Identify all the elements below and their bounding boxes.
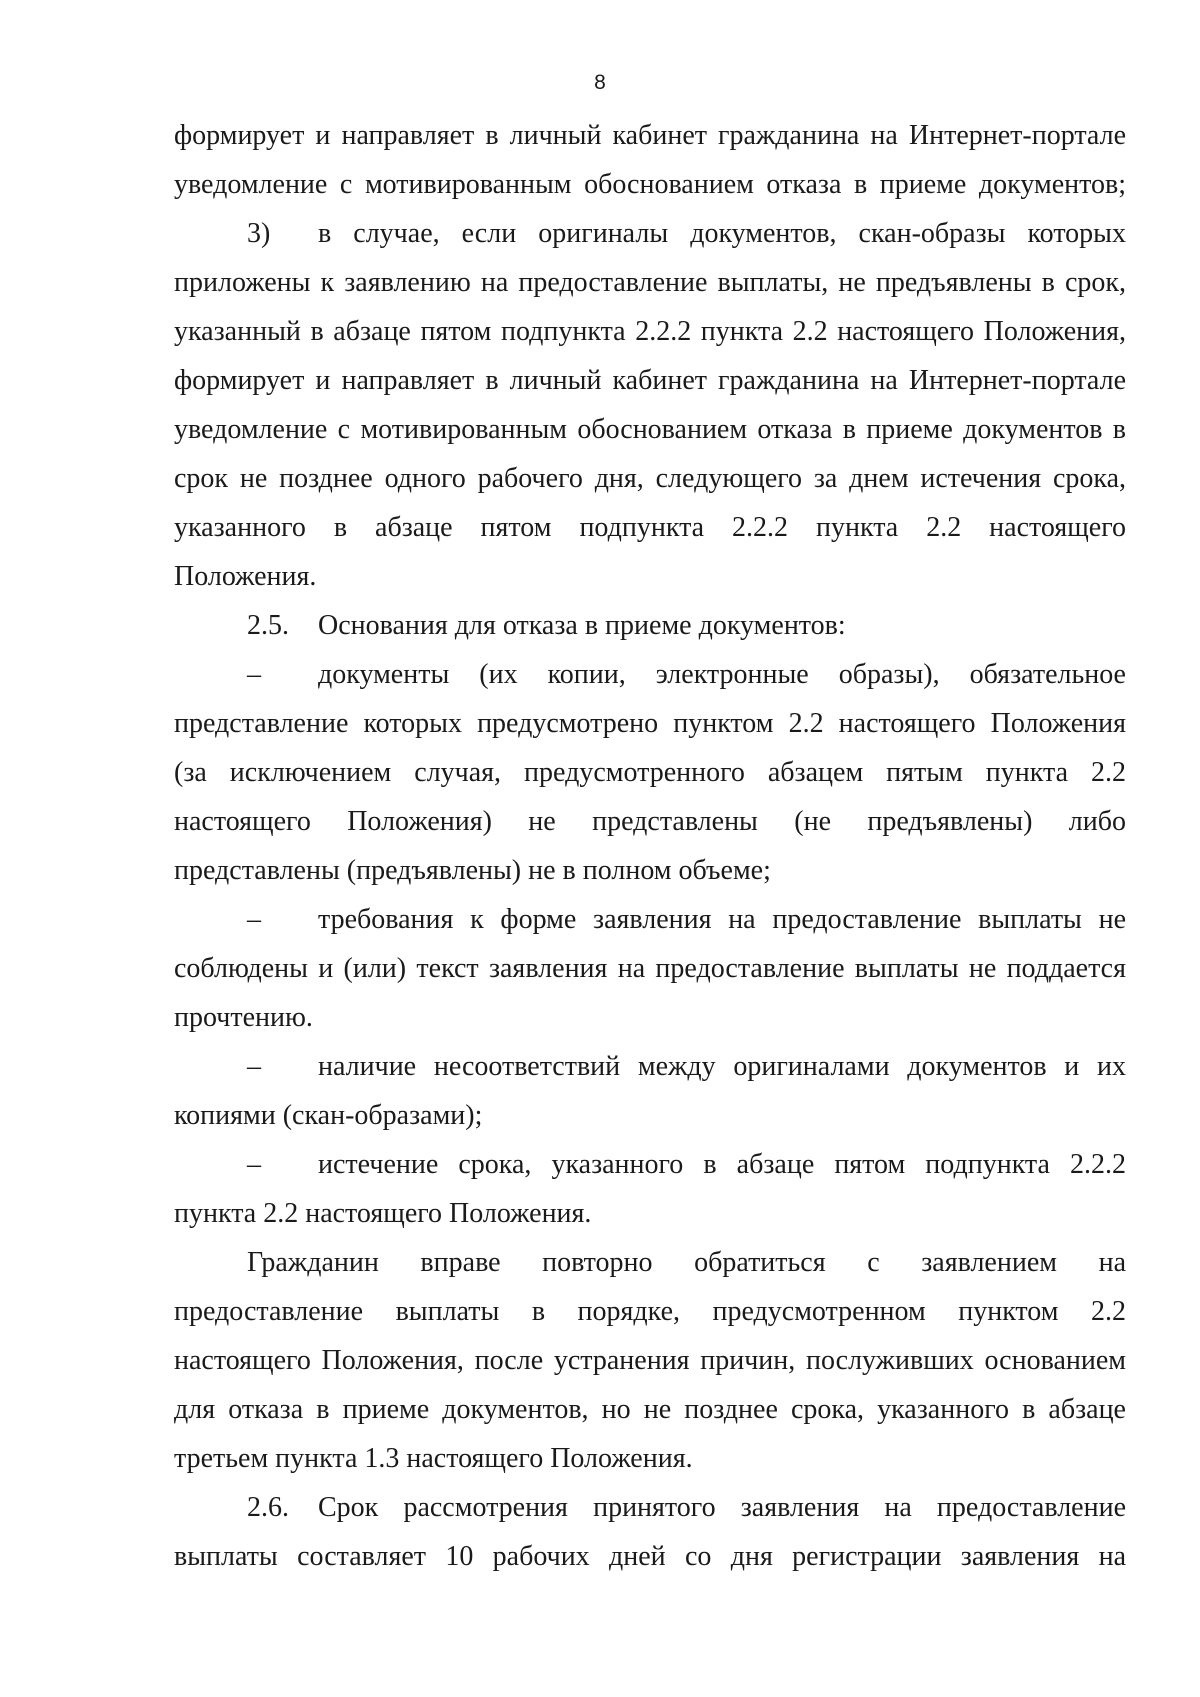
text-line	[174, 1042, 1126, 1091]
text-line	[174, 895, 1126, 944]
text-line	[174, 552, 1126, 601]
text-line	[174, 1483, 1126, 1532]
line-text: третьем пункта 1.3 настоящего Положения.	[174, 1443, 693, 1474]
list-marker: –	[247, 1051, 261, 1082]
list-marker: –	[247, 904, 261, 935]
line-text: документы (их копии, электронные образы), обязательное	[318, 659, 1126, 690]
text-line	[174, 650, 1126, 699]
line-text: пункта 2.2 настоящего Положения.	[174, 1198, 592, 1229]
line-text: Гражданин вправе повторно обратиться с заявлением на	[247, 1247, 1126, 1278]
list-marker: 2.6.	[247, 1492, 289, 1523]
list-marker: 2.5.	[247, 610, 289, 641]
text-line	[174, 1140, 1126, 1189]
list-marker: –	[247, 659, 261, 690]
line-text: уведомление с мотивированным обоснованием отказа в приеме документов в	[174, 414, 1126, 445]
text-line	[174, 944, 1126, 993]
text-line	[174, 1091, 1126, 1140]
text-line	[174, 1385, 1126, 1434]
line-text: соблюдены и (или) текст заявления на предоставление выплаты не поддается	[174, 953, 1126, 984]
line-text: настоящего Положения) не представлены (не предъявлены) либо	[174, 806, 1126, 837]
line-text: представление которых предусмотрено пунктом 2.2 настоящего Положения	[174, 708, 1126, 739]
list-marker: 3)	[247, 218, 271, 249]
text-line	[174, 111, 1126, 160]
text-line	[174, 1532, 1126, 1581]
list-marker: –	[247, 1149, 261, 1180]
text-line	[174, 993, 1126, 1042]
text-line	[174, 1287, 1126, 1336]
text-line	[174, 258, 1126, 307]
text-line	[174, 209, 1126, 258]
document-body	[174, 111, 1126, 1581]
text-line	[174, 748, 1126, 797]
line-text: срок не позднее одного рабочего дня, следующего за днем истечения срока,	[174, 463, 1126, 494]
line-text: истечение срока, указанного в абзаце пятом подпункта 2.2.2	[318, 1149, 1126, 1180]
line-text: формирует и направляет в личный кабинет гражданина на Интернет-портале	[174, 120, 1126, 151]
text-line	[174, 846, 1126, 895]
line-text: Основания для отказа в приеме документов:	[318, 610, 846, 641]
line-text: приложены к заявлению на предоставление выплаты, не предъявлены в срок,	[174, 267, 1126, 298]
line-text: копиями (скан-образами);	[174, 1100, 483, 1131]
line-text: предоставление выплаты в порядке, предусмотренном пунктом 2.2	[174, 1296, 1126, 1327]
text-line	[174, 356, 1126, 405]
text-line	[174, 160, 1126, 209]
line-text: прочтению.	[174, 1002, 313, 1033]
text-line	[174, 1189, 1126, 1238]
page-number: 8	[594, 71, 606, 94]
text-line	[174, 601, 1126, 650]
line-text: в случае, если оригиналы документов, скан-образы которых	[318, 218, 1126, 249]
line-text: для отказа в приеме документов, но не позднее срока, указанного в абзаце	[174, 1394, 1126, 1425]
line-text: требования к форме заявления на предоставление выплаты не	[318, 904, 1126, 935]
text-line	[174, 1336, 1126, 1385]
text-line	[174, 699, 1126, 748]
line-text: указанный в абзаце пятом подпункта 2.2.2 пункта 2.2 настоящего Положения,	[174, 316, 1126, 347]
line-text: Срок рассмотрения принятого заявления на предоставление	[318, 1492, 1126, 1523]
line-text: указанного в абзаце пятом подпункта 2.2.2 пункта 2.2 настоящего	[174, 512, 1126, 543]
line-text: Положения.	[174, 561, 317, 592]
text-line	[174, 307, 1126, 356]
text-line	[174, 1434, 1126, 1483]
text-line	[174, 503, 1126, 552]
text-line	[174, 797, 1126, 846]
text-line	[174, 454, 1126, 503]
line-text: представлены (предъявлены) не в полном объеме;	[174, 855, 771, 886]
line-text: выплаты составляет 10 рабочих дней со дня регистрации заявления на	[174, 1541, 1126, 1572]
line-text: настоящего Положения, после устранения причин, послуживших основанием	[174, 1345, 1126, 1376]
text-line	[174, 405, 1126, 454]
line-text: формирует и направляет в личный кабинет гражданина на Интернет-портале	[174, 365, 1126, 396]
line-text: наличие несоответствий между оригиналами документов и их	[318, 1051, 1126, 1082]
line-text: (за исключением случая, предусмотренного абзацем пятым пункта 2.2	[174, 757, 1126, 788]
text-line	[174, 1238, 1126, 1287]
line-text: уведомление с мотивированным обоснованием отказа в приеме документов;	[174, 169, 1126, 200]
